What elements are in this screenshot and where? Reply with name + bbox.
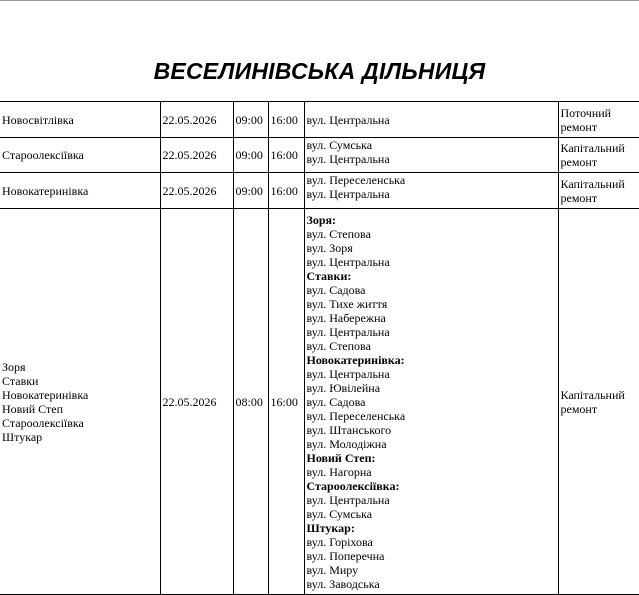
end-time-cell: 16:00 (268, 173, 304, 209)
top-rule (0, 0, 639, 1)
village-cell (0, 102, 160, 138)
street-name: вул. Заводська (306, 577, 380, 591)
village-name: Новокатеринівка (2, 183, 89, 198)
village-name: Староолексіївка (2, 415, 84, 430)
street-group-heading: Староолексіївка: (306, 479, 400, 493)
street-name: вул. Сумська (306, 138, 373, 152)
end-time-cell: 16:00 (268, 209, 304, 595)
repair-type-cell: Поточний ремонт (558, 102, 639, 138)
village-name: Новосвітлівка (2, 112, 74, 127)
village-cell (0, 173, 160, 209)
date-cell: 22.05.2026 (160, 209, 233, 595)
village-cell (0, 138, 160, 173)
street-name: вул. Сумська (306, 507, 373, 521)
start-time-cell: 09:00 (233, 138, 268, 173)
street-name: вул. Садова (306, 283, 366, 297)
street-name: вул. Центральна (306, 367, 390, 381)
street-name: вул. Садова (306, 395, 366, 409)
street-name: вул. Центральна (306, 187, 390, 201)
street-name: вул. Переселенська (306, 173, 406, 187)
street-group-heading: Новий Степ: (306, 451, 376, 465)
street-name: вул. Тихе життя (306, 297, 388, 311)
street-name: вул. Поперечна (306, 549, 385, 563)
street-name: вул. Набережна (306, 311, 386, 325)
village-cell (0, 209, 160, 595)
street-group-heading: Ставки: (306, 269, 352, 283)
street-name: вул. Центральна (306, 152, 390, 166)
page-title: ВЕСЕЛИНІВСЬКА ДІЛЬНИЦЯ (153, 58, 486, 84)
street-name: вул. Центральна (306, 255, 390, 269)
date-cell: 22.05.2026 (160, 102, 233, 138)
street-name: вул. Степова (306, 339, 371, 353)
street-name: вул. Миру (306, 563, 359, 577)
street-name: вул. Горіхова (306, 535, 373, 549)
street-name: вул. Зоря (306, 241, 353, 255)
street-name: вул. Переселенська (306, 409, 406, 423)
start-time-cell: 08:00 (233, 209, 268, 595)
street-name: вул. Центральна (306, 325, 390, 339)
street-name: вул. Центральна (306, 493, 390, 507)
street-name: вул. Штанського (306, 423, 392, 437)
streets-cell (304, 173, 558, 209)
table-row (0, 173, 639, 209)
repair-type-cell: Капітальний ремонт (558, 173, 639, 209)
date-cell: 22.05.2026 (160, 173, 233, 209)
street-name: вул. Нагорна (306, 465, 372, 479)
village-name: Новий Степ (2, 401, 64, 416)
street-name: вул. Центральна (306, 112, 390, 127)
streets-cell (304, 138, 558, 173)
village-name: Ставки (2, 373, 39, 388)
street-name: вул. Степова (306, 227, 371, 241)
table-row (0, 102, 639, 138)
repair-type-cell: Капітальний ремонт (558, 138, 639, 173)
start-time-cell: 09:00 (233, 102, 268, 138)
table-row (0, 209, 639, 595)
schedule-body (0, 102, 639, 595)
end-time-cell: 16:00 (268, 102, 304, 138)
street-name: вул. Ювілейна (306, 381, 381, 395)
street-group-heading: Штукар: (306, 521, 355, 535)
village-name: Новокатеринівка (2, 387, 89, 402)
streets-cell (304, 102, 558, 138)
street-name: вул. Молодіжна (306, 437, 387, 451)
street-group-heading: Зоря: (306, 213, 336, 227)
streets-cell (304, 209, 558, 595)
repair-type-cell: Капітальний ремонт (558, 209, 639, 595)
village-name: Зоря (2, 359, 26, 374)
date-cell: 22.05.2026 (160, 138, 233, 173)
outage-schedule-table (0, 101, 639, 595)
street-group-heading: Новокатеринівка: (306, 353, 405, 367)
village-name: Штукар (2, 429, 43, 444)
end-time-cell: 16:00 (268, 138, 304, 173)
village-name: Староолексіївка (2, 148, 84, 162)
start-time-cell: 09:00 (233, 173, 268, 209)
table-row (0, 138, 639, 173)
